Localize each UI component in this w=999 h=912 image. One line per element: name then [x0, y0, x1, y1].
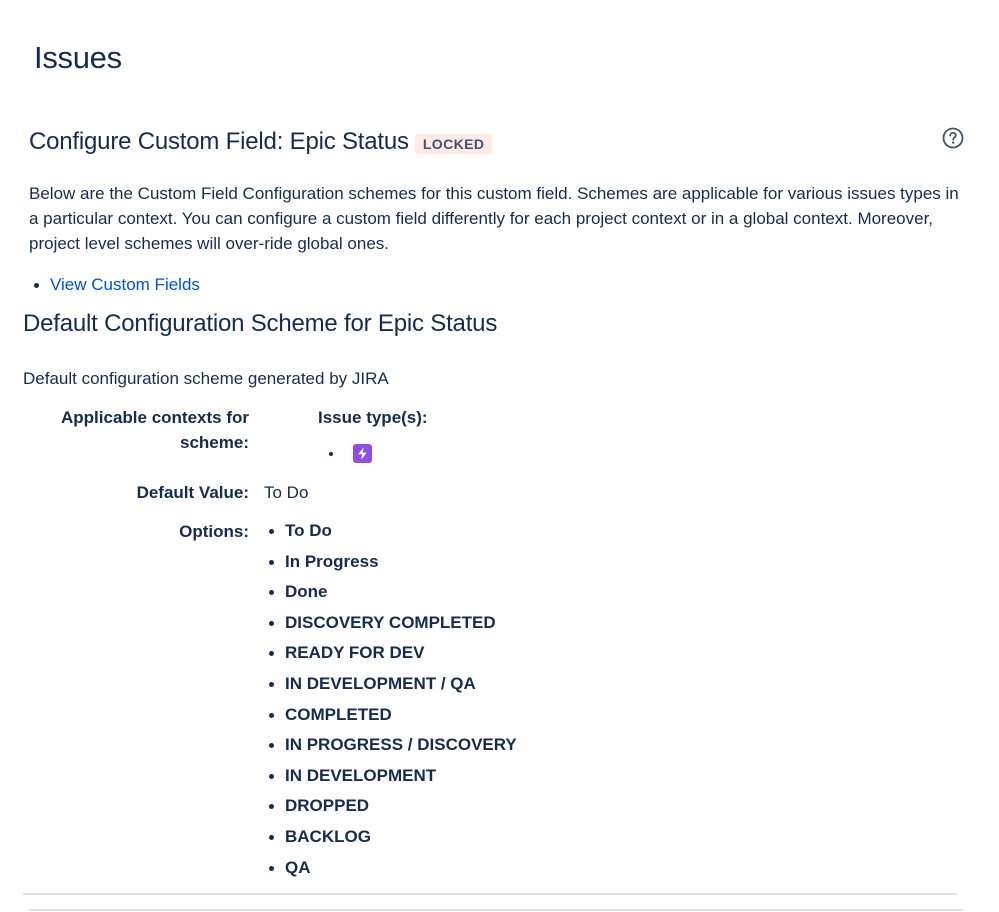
epic-icon [353, 444, 372, 463]
option-item: QA [264, 856, 517, 887]
option-item: To Do [264, 519, 517, 550]
issue-type-item [329, 444, 372, 463]
custom-field-title: Configure Custom Field: Epic Status [29, 128, 409, 155]
issue-types-label: Issue type(s): [318, 408, 428, 427]
divider [23, 893, 957, 895]
divider [29, 909, 963, 911]
default-value-label: Default Value: [136, 483, 249, 502]
page-title: Issues [34, 40, 122, 75]
option-item: DROPPED [264, 794, 517, 825]
custom-field-header [29, 124, 969, 160]
default-value: To Do [264, 483, 309, 502]
option-item: IN DEVELOPMENT [264, 764, 517, 795]
option-item: BACKLOG [264, 825, 517, 856]
scheme-description: Default configuration scheme generated by JIRA [23, 369, 389, 388]
locked-badge: LOCKED [415, 134, 493, 154]
option-item: IN DEVELOPMENT / QA [264, 672, 517, 703]
option-item: READY FOR DEV [264, 641, 517, 672]
custom-field-description: Below are the Custom Field Configuration schemes for this custom field. Schemes are applicable for various issues types in a particular context. You can configure a custom field differently for each project context or in a global context. Moreover, project level schemes will over-ride global ones. [29, 184, 959, 253]
bullet [329, 452, 333, 456]
scheme-title: Default Configuration Scheme for Epic Status [23, 310, 498, 337]
question-circle-icon[interactable] [942, 127, 964, 149]
applicable-contexts-label: Applicable contexts for scheme: [61, 408, 249, 452]
options-label: Options: [179, 522, 249, 541]
option-item: COMPLETED [264, 703, 517, 734]
option-item: DISCOVERY COMPLETED [264, 611, 517, 642]
option-item: Done [264, 580, 517, 611]
option-item: In Progress [264, 550, 517, 581]
list-item [29, 273, 200, 297]
action-links [29, 273, 200, 297]
options-list [264, 519, 517, 886]
option-item: IN PROGRESS / DISCOVERY [264, 733, 517, 764]
view-custom-fields-link[interactable]: View Custom Fields [50, 275, 200, 294]
